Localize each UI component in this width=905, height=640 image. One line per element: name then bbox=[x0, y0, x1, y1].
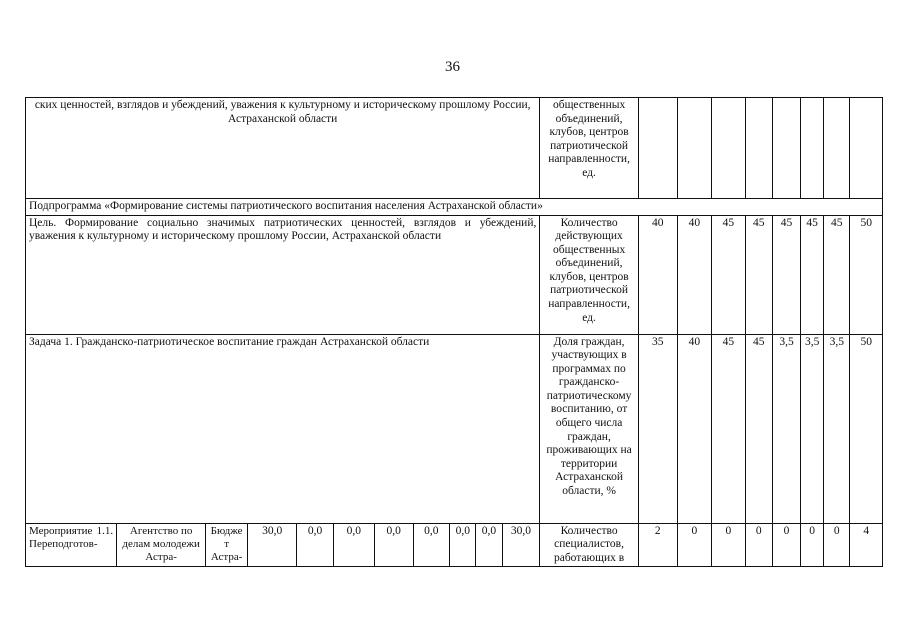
value-cell: 2 bbox=[638, 523, 677, 567]
page-number: 36 bbox=[445, 59, 460, 75]
value-cell: 3,5 bbox=[824, 334, 850, 523]
program-table bbox=[25, 97, 883, 567]
value-cell: 45 bbox=[712, 215, 746, 334]
value-cell: 40 bbox=[677, 215, 712, 334]
indicator-cell: Количество действующих общественных объединений, клубов, центров патриотической направленности, ед. bbox=[540, 215, 638, 334]
finance-cell: 30,0 bbox=[248, 523, 297, 567]
table-row-continuation bbox=[26, 98, 883, 199]
table-row-goal bbox=[26, 215, 883, 334]
finance-cell: 0,0 bbox=[297, 523, 334, 567]
value-cell: 50 bbox=[850, 215, 883, 334]
value-cell bbox=[824, 98, 850, 199]
value-cell: 40 bbox=[638, 215, 677, 334]
value-cell: 45 bbox=[745, 334, 772, 523]
value-cell bbox=[712, 98, 746, 199]
value-cell: 0 bbox=[745, 523, 772, 567]
finance-cell: 0,0 bbox=[450, 523, 476, 567]
value-cell bbox=[638, 98, 677, 199]
goal-text: Цель. Формирование социально значимых патриотических ценностей, взглядов и убеждений, уважения к культурному и историческому прошлому России, Астраханской области bbox=[26, 215, 540, 334]
value-cell: 45 bbox=[772, 215, 800, 334]
value-cell: 0 bbox=[772, 523, 800, 567]
value-cell: 4 bbox=[850, 523, 883, 567]
value-cell: 0 bbox=[712, 523, 746, 567]
value-cell bbox=[801, 98, 824, 199]
value-cell: 0 bbox=[824, 523, 850, 567]
indicator-cell: общественных объединений, клубов, центров патриотической направленности, ед. bbox=[540, 98, 638, 199]
value-cell: 0 bbox=[801, 523, 824, 567]
finance-cell: 0,0 bbox=[374, 523, 413, 567]
event-executor: Агентство по делам молодежи Астра- bbox=[117, 523, 206, 567]
table-row-task bbox=[26, 334, 883, 523]
value-cell: 45 bbox=[712, 334, 746, 523]
value-cell: 45 bbox=[745, 215, 772, 334]
finance-cell: 0,0 bbox=[476, 523, 502, 567]
indicator-cell: Количество специалистов, работающих в bbox=[540, 523, 638, 567]
event-name: Мероприятие 1.1. Переподготов- bbox=[26, 523, 117, 567]
finance-cell: 30,0 bbox=[502, 523, 540, 567]
funding-source: Бюджет Астра- bbox=[206, 523, 248, 567]
value-cell: 0 bbox=[677, 523, 712, 567]
value-cell bbox=[772, 98, 800, 199]
value-cell: 50 bbox=[850, 334, 883, 523]
value-cell: 45 bbox=[824, 215, 850, 334]
value-cell: 45 bbox=[801, 215, 824, 334]
value-cell: 35 bbox=[638, 334, 677, 523]
value-cell bbox=[677, 98, 712, 199]
indicator-cell: Доля граждан, участвующих в программах по гражданско-патриотическому воспитанию, от общего числа граждан, проживающих на территории Астраханской области, % bbox=[540, 334, 638, 523]
goal-text-continued: ских ценностей, взглядов и убеждений, уважения к культурному и историческому прошлому России, Астраханской области bbox=[26, 98, 540, 199]
subprogram-title: Подпрограмма «Формирование системы патриотического воспитания населения Астраханской области» bbox=[26, 199, 883, 216]
finance-cell: 0,0 bbox=[333, 523, 374, 567]
table-row-event bbox=[26, 523, 883, 567]
value-cell: 40 bbox=[677, 334, 712, 523]
value-cell bbox=[850, 98, 883, 199]
finance-cell: 0,0 bbox=[413, 523, 450, 567]
task-text: Задача 1. Гражданско-патриотическое воспитание граждан Астраханской области bbox=[26, 334, 540, 523]
value-cell: 3,5 bbox=[772, 334, 800, 523]
value-cell: 3,5 bbox=[801, 334, 824, 523]
value-cell bbox=[745, 98, 772, 199]
table-row-subprogram bbox=[26, 199, 883, 216]
